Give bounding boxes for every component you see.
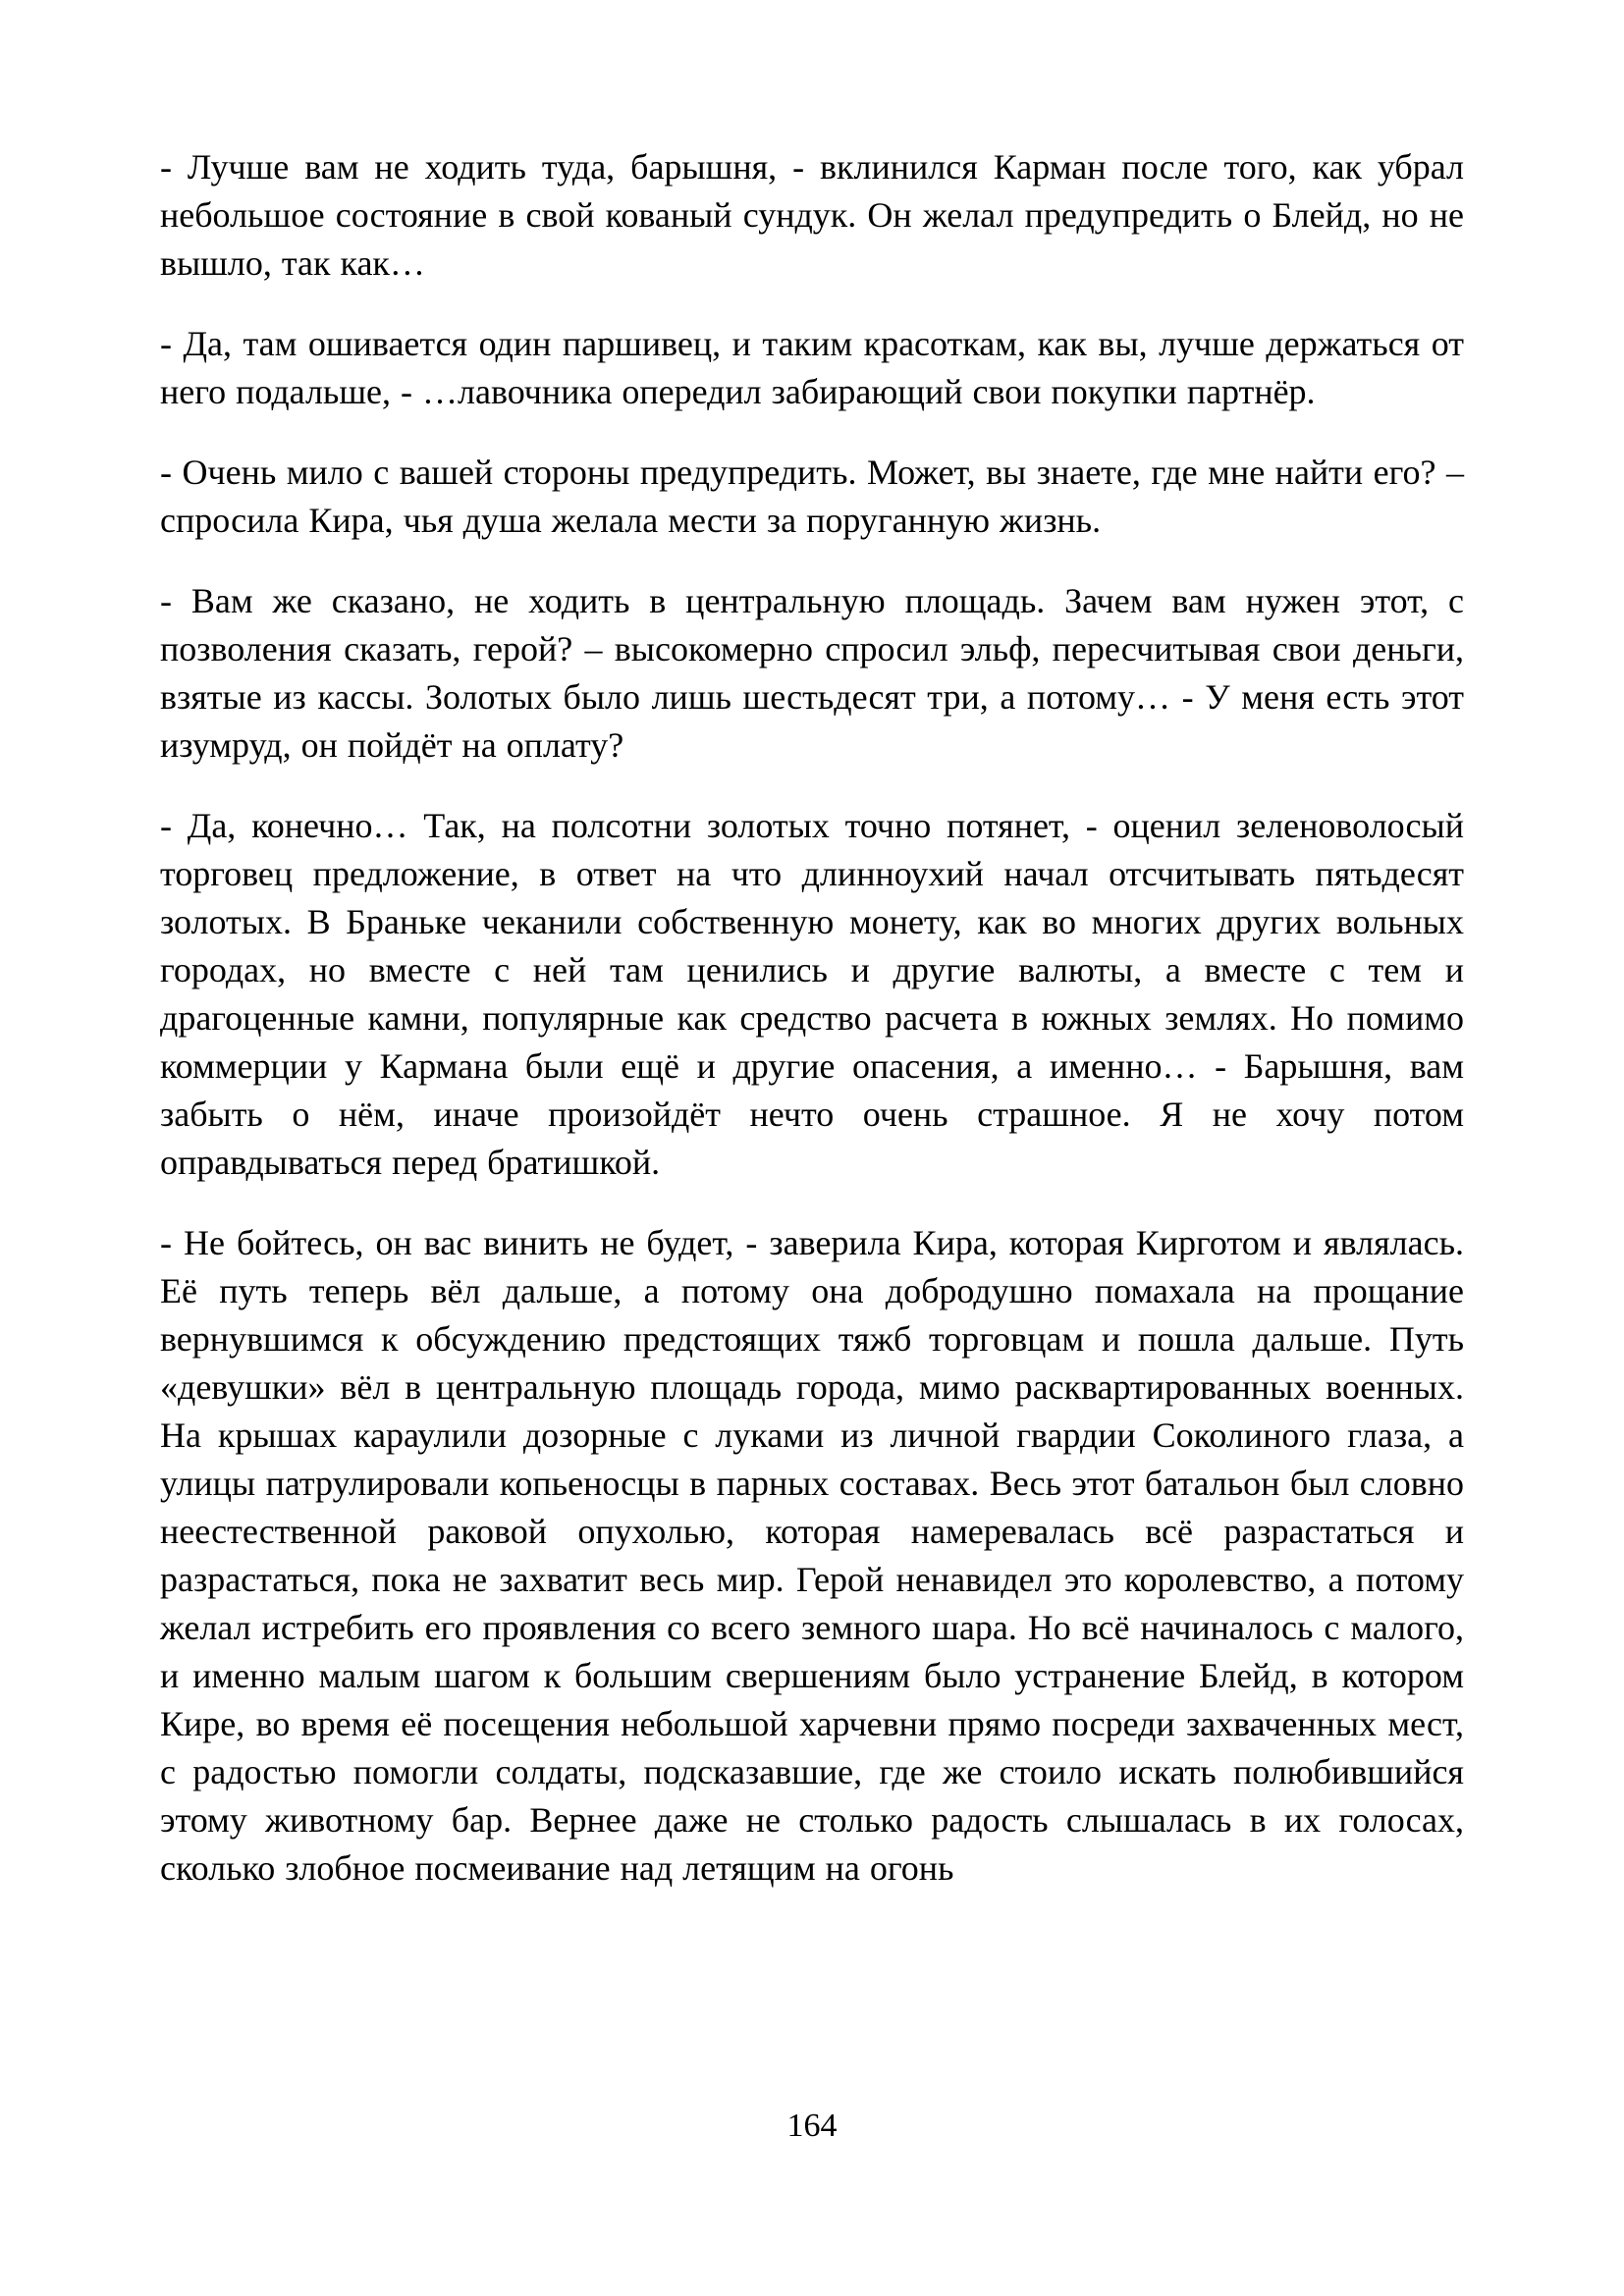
paragraph-dialogue-5: - Да, конечно… Так, на полсотни золотых точно потянет, - оценил зеленоволосый торговец предложение, в ответ на что длинноухий начал отсчитывать пятьдесят золотых. В Браньке чеканили собственную монету, как во многих других вольных городах, но вместе с ней там ценились и другие валюты, а вместе с тем и драгоценные камни, популярные как средство расчета в южных землях. Но помимо коммерции у Кармана были ещё и другие опасения, а именно… - Барышня, вам забыть о нём, иначе произойдёт нечто очень страшное. Я не хочу потом оправдываться перед братишкой.: [160, 806, 1464, 1182]
paragraph-dialogue-3: - Очень мило с вашей стороны предупредить. Может, вы знаете, где мне найти его? – спросила Кира, чья душа желала мести за поруганную жизнь.: [160, 453, 1464, 540]
paragraph-narrative-6: - Не бойтесь, он вас винить не будет, - заверила Кира, которая Кирготом и являлась. Её путь теперь вёл дальше, а потому она добродушно помахала на прощание вернувшимся к обсуждению предстоящих тяжб торговцам и пошла дальше. Путь «девушки» вёл в центральную площадь города, мимо расквартированных военных. На крышах караулили дозорные с луками из личной гвардии Соколиного глаза, а улицы патрулировали копьеносцы в парных составах. Весь этот батальон был словно неестественной раковой опухолью, которая намеревалась всё разрастаться и разрастаться, пока не захватит весь мир. Герой ненавидел это королевство, а потому желал истребить его проявления со всего земного шара. Но всё начиналось с малого, и именно малым шагом к большим свершениям было устранение Блейд, в котором Кире, во время её посещения небольшой харчевни прямо посреди захваченных мест, с радостью помогли солдаты, подсказавшие, где же стоило искать полюбившийся этому животному бар. Вернее даже не столько радость слышалась в их голосах, сколько злобное посмеивание над летящим на огонь: [160, 1223, 1464, 1888]
paragraph-dialogue-4: - Вам же сказано, не ходить в центральную площадь. Зачем вам нужен этот, с позволения сказать, герой? – высокомерно спросил эльф, пересчитывая свои деньги, взятые из кассы. Золотых было лишь шестьдесят три, а потому… - У меня есть этот изумруд, он пойдёт на оплату?: [160, 581, 1464, 765]
page-number: 164: [786, 2108, 838, 2144]
text-block: [160, 143, 1464, 1925]
paragraph-dialogue-1: - Лучше вам не ходить туда, барышня, - вклинился Карман после того, как убрал небольшое состояние в свой кованый сундук. Он желал предупредить о Блейд, но не вышло, так как…: [160, 147, 1464, 283]
paragraph-dialogue-2: - Да, там ошивается один паршивец, и таким красоткам, как вы, лучше держаться от него подальше, - …лавочника опередил забирающий свои покупки партнёр.: [160, 324, 1464, 411]
